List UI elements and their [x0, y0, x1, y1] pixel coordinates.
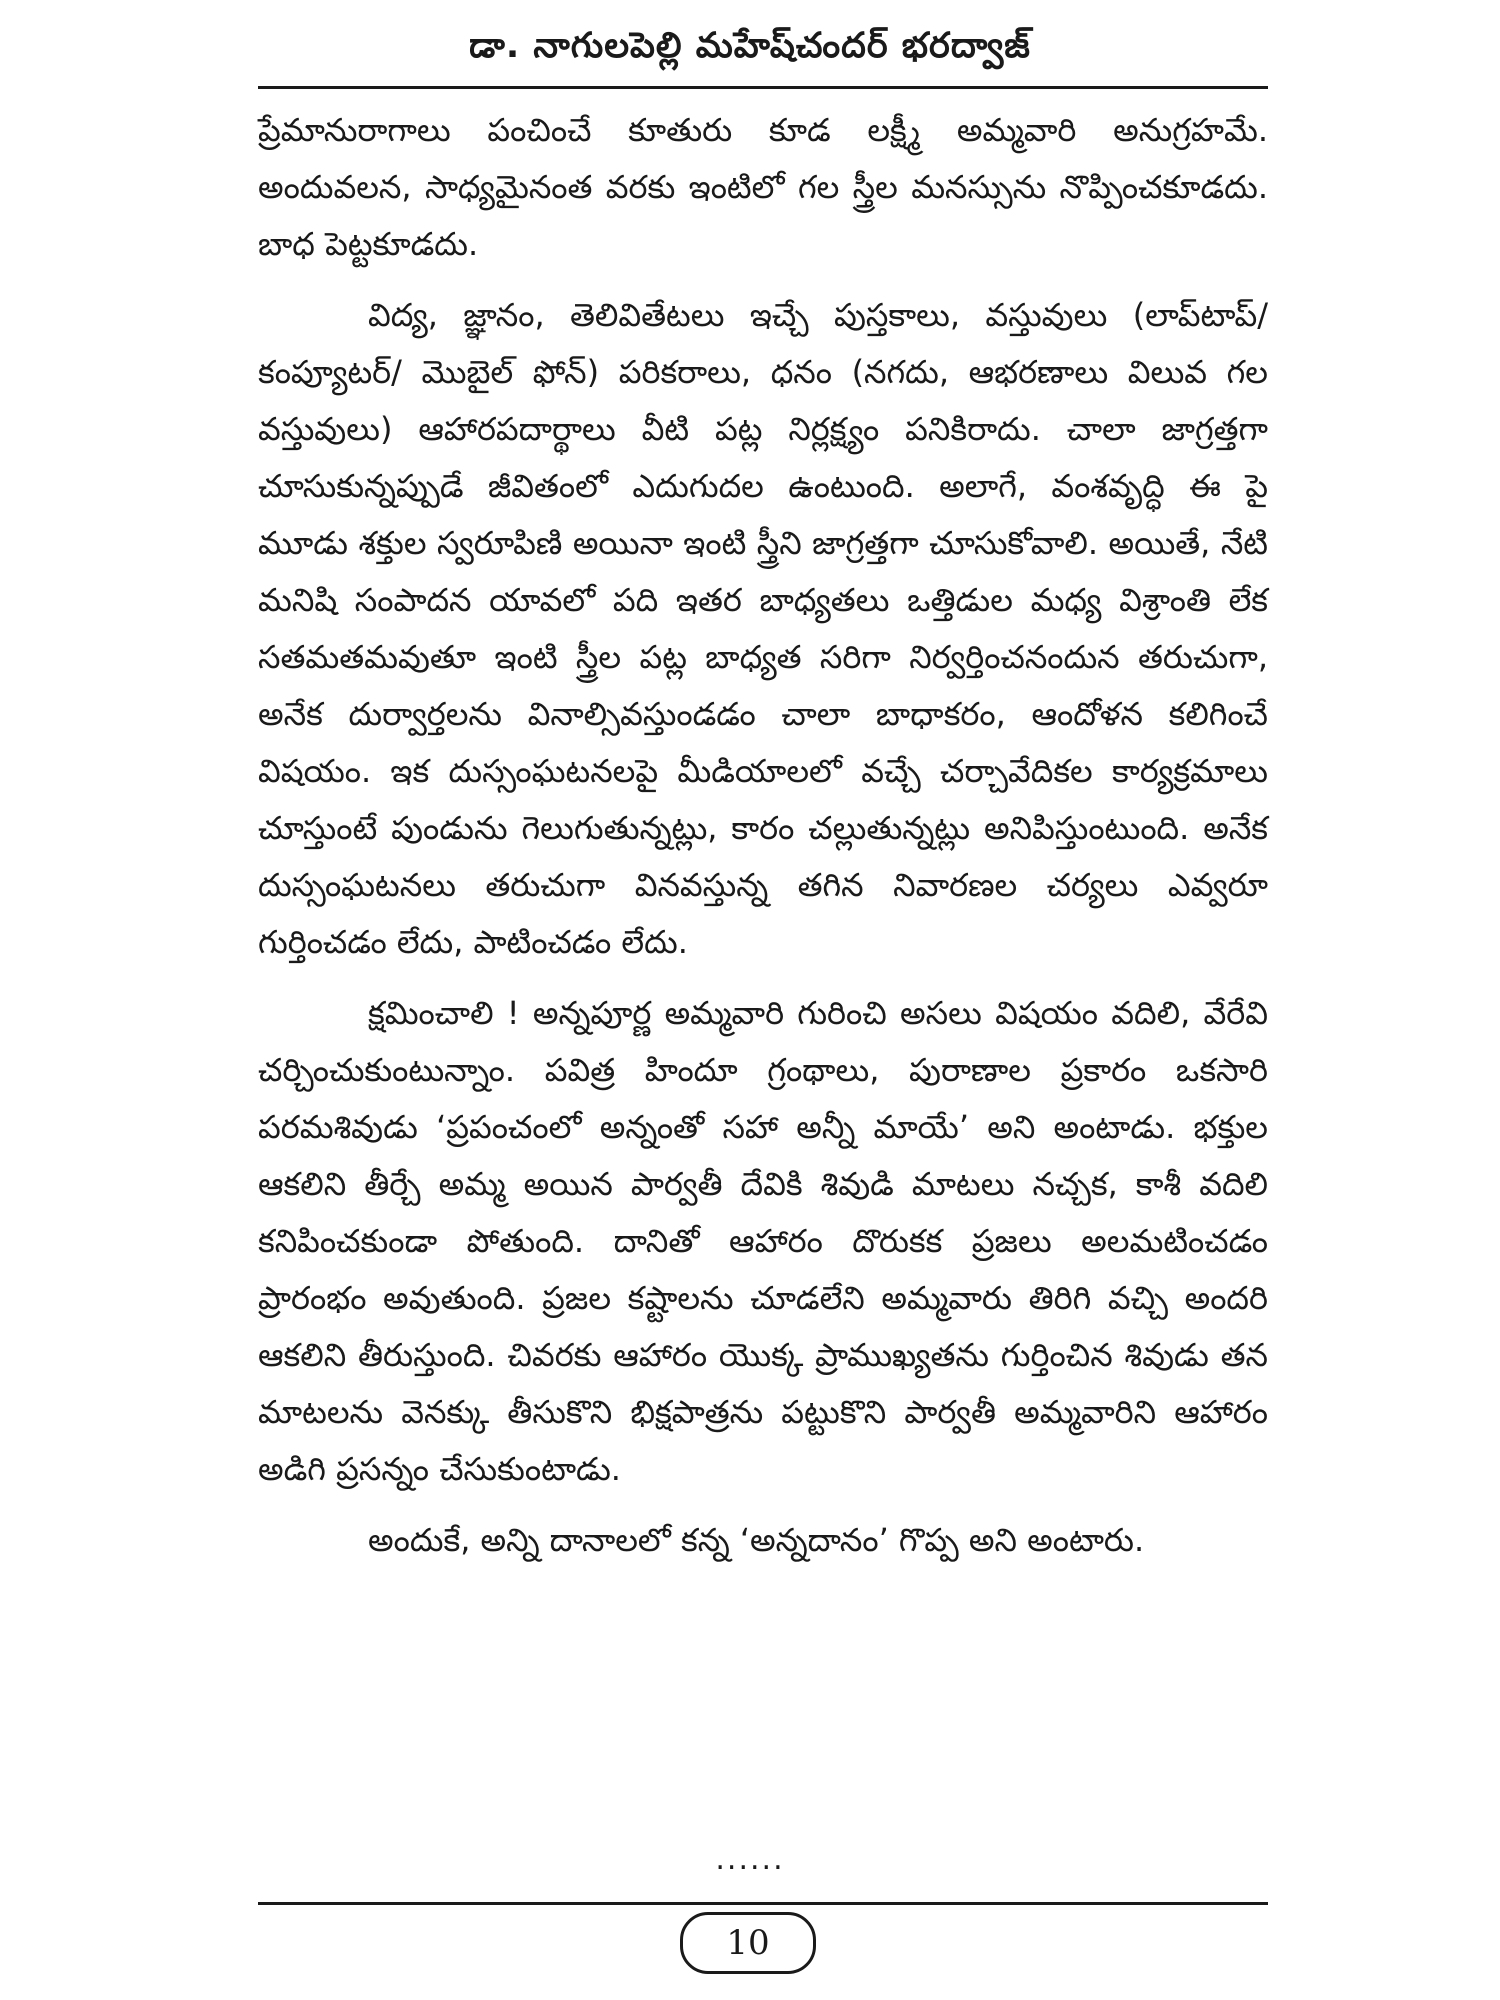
page-body [258, 102, 1268, 1583]
paragraph-3: క్షమించాలి ! అన్నపూర్ణ అమ్మవారి గురించి అసలు విషయం వదిలి, వేరేవి చర్చించుకుంటున్నాం. పవిత్ర హిందూ గ్రంథాలు, పురాణాల ప్రకారం ఒకసారి పరమశివుడు ‘ప్రపంచంలో అన్నంతో సహా అన్నీ మాయే’ అని అంటాడు. భక్తుల ఆకలిని తీర్చే అమ్మ అయిన పార్వతీ దేవికి శివుడి మాటలు నచ్చక, కాశీ వదిలి కనిపించకుండా పోతుంది. దానితో ఆహారం దొరుకక ప్రజలు అలమటించడం ప్రారంభం అవుతుంది. ప్రజల కష్టాలను చూడలేని అమ్మవారు తిరిగి వచ్చి అందరి ఆకలిని తీరుస్తుంది. చివరకు ఆహారం యొక్క ప్రాముఖ్యతను గుర్తించిన శివుడు తన మాటలను వెనక్కు తీసుకొని భిక్షపాత్రను పట్టుకొని పార్వతీ అమ్మవారిని ఆహారం అడిగి ప్రసన్నం చేసుకుంటాడు. [258, 994, 1268, 1488]
page-number: 10 [680, 1912, 816, 1974]
paragraph-2: విద్య, జ్ఞానం, తెలివితేటలు ఇచ్చే పుస్తకాలు, వస్తువులు (లాప్‌టాప్/ కంప్యూటర్/ మొబైల్ ఫోన్) పరికరాలు, ధనం (నగదు, ఆభరణాలు విలువ గల వస్తువులు) ఆహారపదార్థాలు వీటి పట్ల నిర్లక్ష్యం పనికిరాదు. చాలా జాగ్రత్తగా చూసుకున్నప్పుడే జీవితంలో ఎదుగుదల ఉంటుంది. అలాగే, వంశవృద్ధి ఈ పై మూడు శక్తుల స్వరూపిణి అయినా ఇంటి స్త్రీని జాగ్రత్తగా చూసుకోవాలి. అయితే, నేటి మనిషి సంపాదన యావలో పది ఇతర బాధ్యతలు ఒత్తిడుల మధ్య విశ్రాంతి లేక సతమతమవుతూ ఇంటి స్త్రీల పట్ల బాధ్యత సరిగా నిర్వర్తించనందున తరుచుగా, అనేక దుర్వార్తలను వినాల్సివస్తుండడం చాలా బాధాకరం, ఆందోళన కలిగించే విషయం. ఇక దుస్సంఘటనలపై మీడియాలలో వచ్చే చర్చావేదికల కార్యక్రమాలు చూస్తుంటే పుండును గెలుగుతున్నట్లు, కారం చల్లుతున్నట్లు అనిపిస్తుంటుంది. అనేక దుస్సంఘటనలు తరుచుగా వినవస్తున్న తగిన నివారణల చర్యలు ఎవ్వరూ గుర్తించడం లేదు, పాటించడం లేదు. [258, 296, 1268, 961]
paragraph-1: ప్రేమానురాగాలు పంచించే కూతురు కూడ లక్ష్మీ అమ్మవారి అనుగ్రహమే. అందువలన, సాధ్యమైనంత వరకు ఇంటిలో గల స్త్రీల మనస్సును నొప్పించకూడదు. బాధ పెట్టకూడదు. [258, 111, 1268, 263]
paragraph-4: అందుకే, అన్ని దానాలలో కన్న ‘అన్నదానం’ గొప్ప అని అంటారు. [368, 1521, 1145, 1559]
section-end-ellipsis: ...... [715, 1842, 785, 1877]
running-header-author: డా. నాగులపెల్లి మహేష్‌చందర్ భరద్వాజ్ [469, 26, 1031, 66]
footer-divider [258, 1902, 1268, 1905]
header-divider [258, 86, 1268, 89]
